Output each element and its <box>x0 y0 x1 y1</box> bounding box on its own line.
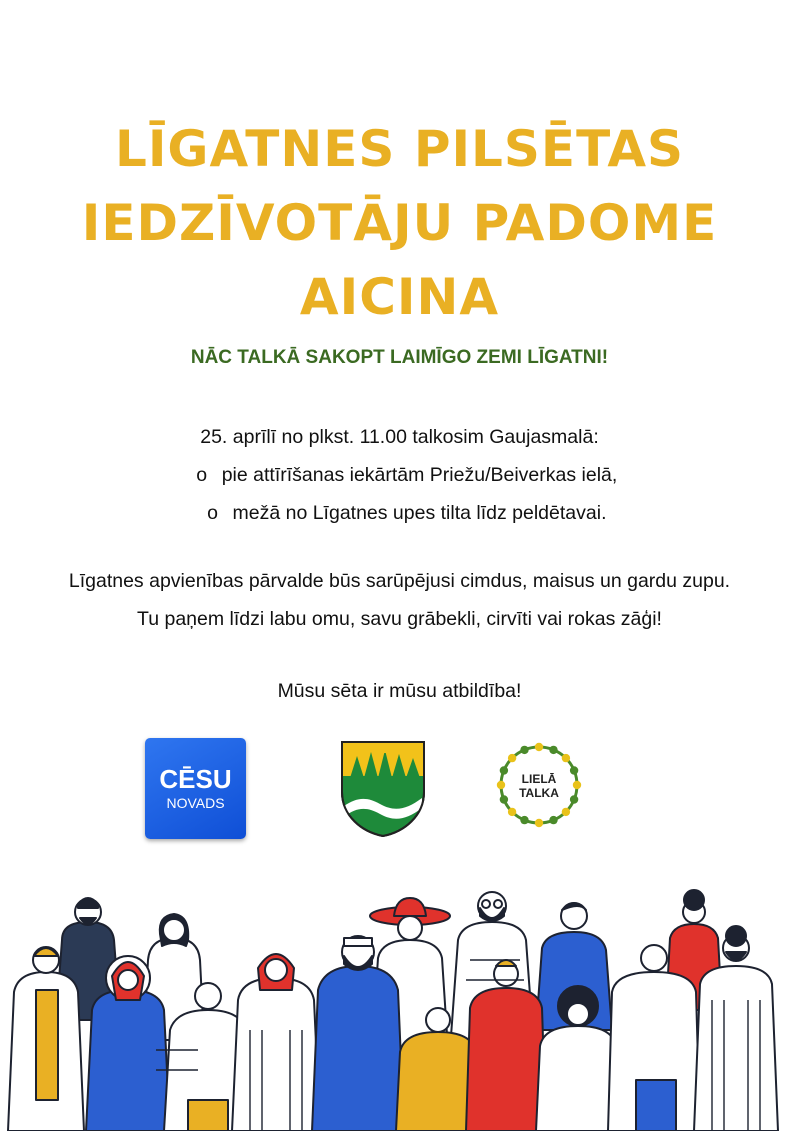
wreath-leaf-icon <box>497 781 505 789</box>
liela-talka-line-1: LIELĀ <box>521 772 557 786</box>
wreath-leaf-icon <box>570 795 578 803</box>
wreath-leaf-icon <box>562 754 570 762</box>
wreath-leaf-icon <box>535 743 543 751</box>
poster-subtitle: NĀC TALKĀ SAKOPT LAIMĪGO ZEMI LĪGATNI! <box>190 347 609 368</box>
cesu-novads-logo <box>145 738 246 839</box>
info-line-1: Līgatnes apvienības pārvalde būs sarūpējusi cimdus, maisus un gardu zupu. <box>68 570 731 592</box>
wreath-leaf-icon <box>508 808 516 816</box>
cesu-logo-line-2: NOVADS <box>166 795 225 811</box>
wreath-leaf-icon <box>520 816 528 824</box>
wreath-leaf-icon <box>535 819 543 827</box>
ligatne-coat-of-arms-icon <box>340 740 426 838</box>
liela-talka-line-2: TALKA <box>519 786 559 800</box>
wreath-leaf-icon <box>562 808 570 816</box>
location-text: pie attīrīšanas iekārtām Priežu/Beiverkas ielā, <box>221 464 618 486</box>
wreath-leaf-icon <box>570 766 578 774</box>
wreath-leaf-icon <box>500 795 508 803</box>
crowd-illustration <box>0 880 799 1131</box>
title-line-2: IEDZĪVOTĀJU PADOME <box>81 194 718 252</box>
event-intro: 25. aprīlī no plkst. 11.00 talkosim Gaujasmalā: <box>200 426 599 448</box>
poster-title <box>0 112 799 334</box>
cesu-logo-line-1: CĒSU <box>159 764 232 794</box>
info-text <box>0 562 799 638</box>
wreath-leaf-icon <box>549 816 557 824</box>
bullet-icon: o <box>207 502 218 524</box>
location-item <box>0 456 799 494</box>
wreath-leaf-icon <box>549 746 557 754</box>
location-text: mežā no Līgatnes upes tilta līdz peldētavai. <box>232 502 607 524</box>
title-line-1: LĪGATNES PILSĒTAS <box>114 120 685 178</box>
bullet-icon: o <box>196 464 208 486</box>
wreath-leaf-icon <box>573 781 581 789</box>
wreath-leaf-icon <box>500 766 508 774</box>
liela-talka-logo <box>495 741 583 829</box>
wreath-leaf-icon <box>520 746 528 754</box>
title-line-3: AICINA <box>299 268 500 326</box>
motto: Mūsu sēta ir mūsu atbildība! <box>277 680 522 702</box>
location-item <box>0 494 799 532</box>
info-line-2: Tu paņem līdzi labu omu, savu grābekli, cirvīti vai rokas zāģi! <box>137 608 662 630</box>
wreath-leaf-icon <box>508 754 516 762</box>
event-details <box>0 418 799 532</box>
